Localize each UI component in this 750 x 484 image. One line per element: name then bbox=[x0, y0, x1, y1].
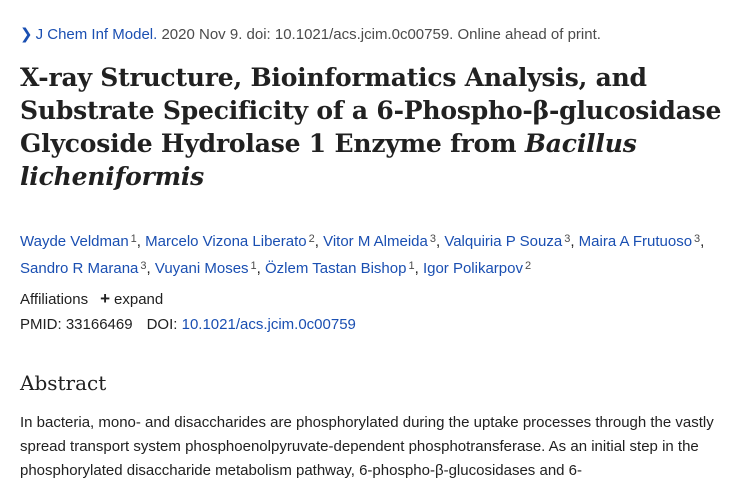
citation-line bbox=[20, 25, 601, 43]
author-link[interactable]: Özlem Tastan Bishop bbox=[265, 260, 407, 277]
author-item bbox=[579, 233, 701, 250]
author-affiliation-number[interactable]: 3 bbox=[564, 233, 571, 245]
identifiers-row bbox=[20, 316, 356, 333]
expand-affiliations-button[interactable]: expand bbox=[114, 291, 164, 308]
pmid-label: PMID: bbox=[20, 316, 62, 333]
affiliations-label: Affiliations bbox=[20, 291, 89, 308]
author-link[interactable]: Wayde Veldman bbox=[20, 233, 129, 250]
title-organism: Bacillus licheniformis bbox=[20, 129, 637, 191]
author-link[interactable]: Igor Polikarpov bbox=[422, 260, 523, 277]
author-affiliation-number[interactable]: 1 bbox=[250, 260, 257, 272]
title-main: X-ray Structure, Bioinformatics Analysis, and Substrate Specificity of a 6-Phospho-β-glucosidase Glycoside Hydrolase 1 Enzyme from bbox=[20, 63, 722, 158]
author-item bbox=[20, 233, 137, 250]
article-title bbox=[20, 61, 735, 193]
author-affiliation-number[interactable]: 3 bbox=[694, 233, 701, 245]
author-item bbox=[444, 233, 570, 250]
plus-icon[interactable]: + bbox=[100, 289, 111, 308]
doi-label: DOI: bbox=[146, 316, 178, 333]
author-link[interactable]: Marcelo Vizona Liberato bbox=[145, 233, 307, 250]
doi-link[interactable]: 10.1021/acs.jcim.0c00759 bbox=[181, 316, 356, 333]
author-affiliation-number[interactable]: 3 bbox=[140, 260, 147, 272]
author-affiliation-number[interactable]: 2 bbox=[525, 260, 532, 272]
author-link[interactable]: Vuyani Moses bbox=[154, 260, 249, 277]
author-link[interactable]: Vitor M Almeida bbox=[323, 233, 428, 250]
author-item bbox=[155, 260, 257, 277]
author-affiliation-number[interactable]: 2 bbox=[308, 233, 315, 245]
author-affiliation-number[interactable]: 1 bbox=[408, 260, 415, 272]
author-item bbox=[145, 233, 315, 250]
author-affiliation-number[interactable]: 1 bbox=[130, 233, 137, 245]
author-item bbox=[20, 260, 147, 277]
abstract-heading: Abstract bbox=[20, 371, 107, 395]
author-link[interactable]: Valquiria P Souza bbox=[444, 233, 563, 250]
journal-link[interactable]: J Chem Inf Model. bbox=[35, 26, 158, 43]
authors-list: Wayde Veldman $^1$, Marcelo Vizona Liberato $^2$, Vitor M Almeida $^3$, Valquiria P Souza $^3$, Maira A Frutuoso $^3$, Sandro R Marana $^3$, Vuyani Moses $^1$, Özlem Tastan Bishop $^1$, Igor Polikarpov $^2$ bbox=[20, 233, 705, 277]
author-link[interactable]: Sandro R Marana bbox=[20, 260, 139, 277]
citation-details: 2020 Nov 9. doi: 10.1021/acs.jcim.0c00759. Online ahead of print. bbox=[161, 26, 601, 43]
author-item bbox=[265, 260, 415, 277]
author-item bbox=[323, 233, 436, 250]
author-item bbox=[423, 260, 531, 277]
abstract-text: In bacteria, mono- and disaccharides are phosphorylated during the uptake processes through the vastly spread transport system phosphoenolpyruvate-dependent phosphotransferase. As an initial step in the phosphorylated disaccharide metabolism pathway, 6-phospho-β-glucosidases and 6- bbox=[20, 414, 714, 479]
pmid-value: 33166469 bbox=[65, 316, 133, 333]
author-link[interactable]: Maira A Frutuoso bbox=[578, 233, 693, 250]
affiliations-row bbox=[20, 289, 163, 309]
chevron-right-icon: ❯ bbox=[20, 26, 33, 43]
author-affiliation-number[interactable]: 3 bbox=[429, 233, 436, 245]
